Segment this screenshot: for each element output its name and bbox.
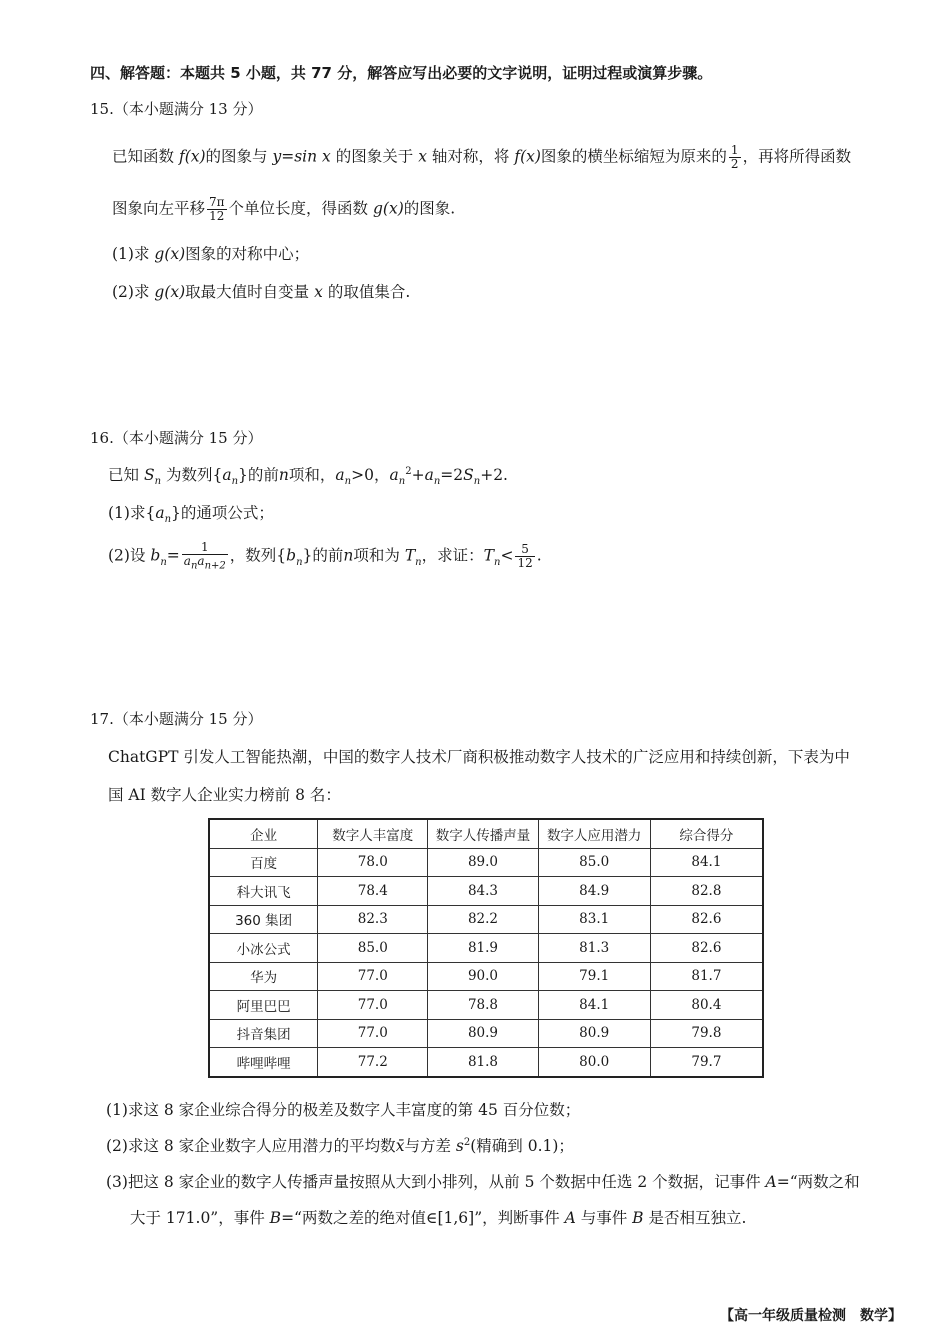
q17-part2 bbox=[106, 1134, 574, 1156]
math-B: B bbox=[269, 1209, 282, 1227]
cell: 77.2 bbox=[318, 1048, 428, 1077]
superscript-2: 2 bbox=[463, 1136, 471, 1148]
page-footer: 【高一年级质量检测 数学】 bbox=[720, 1308, 902, 1324]
q17-intro-line2: 国 AI 数字人企业实力榜前 8 名： bbox=[108, 786, 341, 804]
cell: 81.7 bbox=[650, 962, 763, 991]
column-header: 数字人传播声量 bbox=[428, 819, 538, 848]
fraction-half bbox=[729, 144, 741, 171]
math-gx: g(x) bbox=[154, 245, 186, 263]
text: =“两数之和 bbox=[776, 1173, 860, 1191]
numerator: 5 bbox=[515, 543, 534, 557]
text: ，再将所得函数 bbox=[742, 147, 852, 166]
cell-company: 阿里巴巴 bbox=[209, 991, 318, 1020]
text: 大于 171.0”，事件 bbox=[130, 1209, 265, 1227]
cell: 82.3 bbox=[318, 905, 428, 934]
text: 图象向左平移 bbox=[112, 199, 206, 218]
cell: 84.3 bbox=[428, 877, 538, 906]
subscript-n: n bbox=[160, 556, 167, 568]
cell-company: 小冰公式 bbox=[209, 934, 318, 963]
cell: 81.3 bbox=[538, 934, 650, 963]
math-fx: f(x) bbox=[178, 147, 206, 166]
table-header-row bbox=[209, 819, 763, 848]
text: 项和， bbox=[288, 466, 336, 484]
q15-part1 bbox=[112, 242, 309, 264]
fraction-5-12 bbox=[515, 543, 534, 570]
math-B: B bbox=[632, 1209, 644, 1227]
cell: 77.0 bbox=[318, 991, 428, 1020]
q16-line1 bbox=[108, 463, 508, 487]
math-a: a bbox=[155, 504, 165, 522]
q16-part1 bbox=[108, 501, 274, 525]
table-row bbox=[209, 1019, 763, 1048]
q17-part1: (1)求这 8 家企业综合得分的极差及数字人丰富度的第 45 百分位数； bbox=[106, 1101, 581, 1119]
text: + bbox=[411, 466, 425, 484]
q16-part2 bbox=[108, 541, 542, 572]
text: 的取值集合. bbox=[327, 283, 411, 301]
math-a: a bbox=[183, 554, 191, 568]
math-a: a bbox=[424, 466, 434, 484]
text: (1)求 bbox=[112, 245, 150, 263]
math-xbar: x̄ bbox=[395, 1137, 405, 1155]
q15-part2 bbox=[112, 280, 410, 302]
q17-intro-line1: ChatGPT 引发人工智能热潮，中国的数字人技术厂商积极推动数字人技术的广泛应用和持续创新，下表为中 bbox=[108, 748, 850, 766]
section-header: 四、解答题：本题共 5 小题，共 77 分，解答应写出必要的文字说明，证明过程或演算步骤。 bbox=[90, 64, 713, 82]
cell: 84.1 bbox=[650, 848, 763, 877]
text: 已知函数 bbox=[112, 147, 175, 166]
text: }的前 bbox=[302, 546, 344, 565]
cell: 78.8 bbox=[428, 991, 538, 1020]
q17-part3-line1 bbox=[106, 1170, 860, 1192]
text: ，数列{ bbox=[229, 546, 287, 565]
text: 与方差 bbox=[404, 1137, 451, 1155]
cell: 77.0 bbox=[318, 1019, 428, 1048]
math-x: x bbox=[314, 283, 323, 301]
math-S: S bbox=[463, 466, 474, 484]
text: (3)把这 8 家企业的数字人传播声量按照从大到小排列，从前 5 个数据中任选 2 个数据，记事件 bbox=[106, 1173, 761, 1191]
fraction-bn bbox=[182, 541, 228, 572]
cell-company: 百度 bbox=[209, 848, 318, 877]
q17-heading: 17.（本小题满分 15 分） bbox=[90, 710, 263, 728]
cell: 82.8 bbox=[650, 877, 763, 906]
cell: 79.1 bbox=[538, 962, 650, 991]
table-row bbox=[209, 1048, 763, 1077]
text: (2)设 bbox=[108, 546, 146, 565]
math-T: T bbox=[404, 546, 416, 565]
text: +2. bbox=[480, 466, 508, 484]
cell: 81.8 bbox=[428, 1048, 538, 1077]
cell: 80.9 bbox=[428, 1019, 538, 1048]
text: >0， bbox=[351, 466, 390, 484]
cell-company: 科大讯飞 bbox=[209, 877, 318, 906]
cell: 81.9 bbox=[428, 934, 538, 963]
text: 与事件 bbox=[580, 1209, 628, 1227]
math-b: b bbox=[150, 546, 161, 565]
text: 图象的对称中心； bbox=[185, 245, 310, 263]
subscript-n: n bbox=[164, 514, 172, 526]
math-a: a bbox=[335, 466, 345, 484]
subscript-n: n bbox=[415, 556, 422, 568]
math-x: x bbox=[418, 147, 427, 166]
cell: 80.4 bbox=[650, 991, 763, 1020]
subscript-n: n bbox=[433, 476, 441, 488]
denominator: 12 bbox=[209, 209, 225, 223]
text: . bbox=[536, 546, 542, 565]
cell: 77.0 bbox=[318, 962, 428, 991]
text: =“两数之差的绝对值∈[1,6]”，判断事件 bbox=[281, 1209, 560, 1227]
text: ，求证： bbox=[421, 546, 484, 565]
column-header: 企业 bbox=[209, 819, 318, 848]
cell: 78.0 bbox=[318, 848, 428, 877]
text: (2)求这 8 家企业数字人应用潜力的平均数 bbox=[106, 1137, 396, 1155]
text: 轴对称，将 bbox=[431, 147, 510, 166]
fraction-shift bbox=[207, 196, 227, 223]
q17-part3-line2 bbox=[130, 1206, 746, 1228]
column-header: 数字人丰富度 bbox=[318, 819, 428, 848]
text: < bbox=[500, 546, 514, 565]
cell: 84.9 bbox=[538, 877, 650, 906]
subscript-n: n bbox=[398, 476, 406, 488]
math-s: s bbox=[455, 1137, 464, 1155]
text: (精确到 0.1)； bbox=[470, 1137, 574, 1155]
table-row bbox=[209, 877, 763, 906]
text: (2)求 bbox=[112, 283, 150, 301]
text: }的通项公式； bbox=[171, 504, 274, 522]
text: 个单位长度，得函数 bbox=[228, 199, 369, 218]
math-n: n bbox=[278, 466, 289, 484]
math-a: a bbox=[389, 466, 399, 484]
math-b: b bbox=[286, 546, 297, 565]
cell: 79.7 bbox=[650, 1048, 763, 1077]
text: 为数列{ bbox=[165, 466, 223, 484]
cell-company: 哔哩哔哩 bbox=[209, 1048, 318, 1077]
cell: 89.0 bbox=[428, 848, 538, 877]
text: }的前 bbox=[238, 466, 279, 484]
numerator: 1 bbox=[730, 143, 739, 157]
text: (1)求{ bbox=[108, 504, 156, 522]
cell: 80.9 bbox=[538, 1019, 650, 1048]
math-y-sin-x: y=sin x bbox=[272, 147, 331, 166]
subscript-n-plus-2: n+2 bbox=[204, 560, 226, 572]
subscript-n: n bbox=[190, 560, 198, 572]
text: 的图象关于 bbox=[335, 147, 414, 166]
column-header: 综合得分 bbox=[650, 819, 763, 848]
denominator bbox=[182, 555, 228, 572]
math-A: A bbox=[765, 1173, 777, 1191]
numerator: 1 bbox=[182, 541, 228, 555]
text: 项和为 bbox=[353, 546, 400, 565]
q15-line2 bbox=[112, 196, 455, 223]
cell: 85.0 bbox=[318, 934, 428, 963]
cell-company: 抖音集团 bbox=[209, 1019, 318, 1048]
text: = bbox=[166, 546, 180, 565]
math-A: A bbox=[564, 1209, 576, 1227]
table-row bbox=[209, 905, 763, 934]
table-row bbox=[209, 962, 763, 991]
table-row bbox=[209, 991, 763, 1020]
cell: 78.4 bbox=[318, 877, 428, 906]
math-T: T bbox=[483, 546, 494, 565]
math-a: a bbox=[197, 554, 205, 568]
text: 的图象与 bbox=[205, 147, 268, 166]
superscript-2: 2 bbox=[405, 465, 412, 477]
cell: 82.6 bbox=[650, 905, 763, 934]
table-row bbox=[209, 848, 763, 877]
cell: 84.1 bbox=[538, 991, 650, 1020]
cell: 79.8 bbox=[650, 1019, 763, 1048]
subscript-n: n bbox=[473, 476, 481, 488]
math-gx: g(x) bbox=[154, 283, 186, 301]
cell: 80.0 bbox=[538, 1048, 650, 1077]
math-fx: f(x) bbox=[514, 147, 541, 166]
denominator: 2 bbox=[730, 157, 739, 171]
math-gx: g(x) bbox=[373, 199, 404, 218]
cell: 83.1 bbox=[538, 905, 650, 934]
subscript-n: n bbox=[344, 476, 352, 488]
math-a: a bbox=[222, 466, 232, 484]
cell-company: 华为 bbox=[209, 962, 318, 991]
text: 是否相互独立. bbox=[648, 1209, 747, 1227]
ranking-table bbox=[208, 818, 764, 1078]
math-S: S bbox=[143, 466, 155, 484]
text: 取最大值时自变量 bbox=[185, 283, 310, 301]
text: 图象的横坐标缩短为原来的 bbox=[540, 147, 727, 166]
numerator: 7π bbox=[209, 195, 225, 209]
subscript-n: n bbox=[493, 556, 501, 568]
q15-heading: 15.（本小题满分 13 分） bbox=[90, 100, 263, 118]
text: 已知 bbox=[108, 466, 140, 484]
column-header: 数字人应用潜力 bbox=[538, 819, 650, 848]
cell: 82.6 bbox=[650, 934, 763, 963]
table-row bbox=[209, 934, 763, 963]
math-n: n bbox=[343, 546, 354, 565]
cell: 85.0 bbox=[538, 848, 650, 877]
denominator: 12 bbox=[517, 556, 533, 571]
q16-heading: 16.（本小题满分 15 分） bbox=[90, 429, 263, 447]
text: 的图象. bbox=[403, 199, 456, 218]
cell: 90.0 bbox=[428, 962, 538, 991]
subscript-n: n bbox=[296, 556, 303, 568]
cell-company: 360 集团 bbox=[209, 905, 318, 934]
subscript-n: n bbox=[154, 476, 162, 488]
q15-line1 bbox=[112, 144, 851, 171]
subscript-n: n bbox=[231, 476, 239, 488]
text: =2 bbox=[440, 466, 464, 484]
cell: 82.2 bbox=[428, 905, 538, 934]
